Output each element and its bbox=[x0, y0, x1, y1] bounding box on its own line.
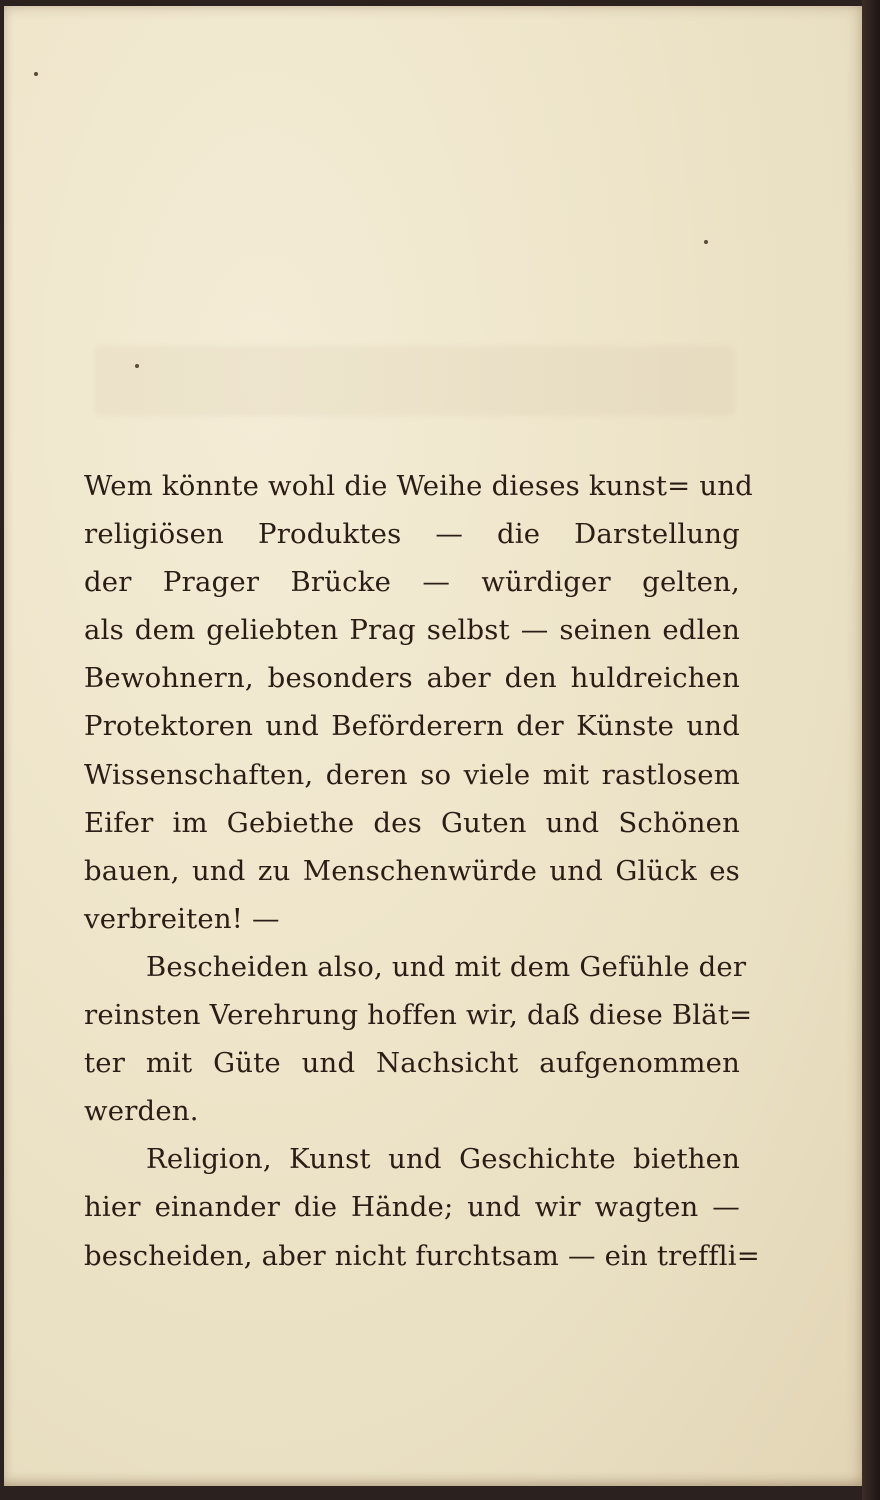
book-spine-edge bbox=[862, 0, 880, 1500]
body-text bbox=[84, 462, 760, 1280]
text-line: verbreiten! — bbox=[84, 902, 280, 935]
text-line: religiösen Produktes — die Darstellung bbox=[84, 518, 740, 551]
book-page bbox=[4, 6, 866, 1486]
text-line: Religion, Kunst und Geschichte biethen bbox=[146, 1143, 740, 1176]
paper-speck bbox=[34, 72, 38, 76]
text-line: Bescheiden also, und mit dem Gefühle der bbox=[146, 950, 747, 983]
text-line: ter mit Güte und Nachsicht aufgenommen bbox=[84, 1047, 740, 1080]
text-line: reinsten Verehrung hoffen wir, daß diese Blät= bbox=[84, 999, 753, 1032]
text-line: Protektoren und Beförderern der Künste und bbox=[84, 710, 740, 743]
show-through-text bbox=[94, 346, 734, 416]
text-line: hier einander die Hände; und wir wagten — bbox=[84, 1191, 740, 1224]
paper-speck bbox=[704, 240, 708, 244]
text-line: Wem könnte wohl die Weihe dieses kunst= und bbox=[84, 470, 753, 502]
text-line: werden. bbox=[84, 1095, 199, 1128]
text-line: der Prager Brücke — würdiger gelten, bbox=[84, 566, 740, 599]
text-line: Wissenschaften, deren so viele mit rastlosem bbox=[84, 758, 740, 791]
text-line: bescheiden, aber nicht furchtsam — ein treffli= bbox=[84, 1239, 760, 1272]
paper-speck bbox=[135, 364, 139, 368]
text-line: Bewohnern, besonders aber den huldreichen bbox=[84, 662, 740, 695]
text-line: Eifer im Gebiethe des Guten und Schönen bbox=[84, 806, 740, 839]
text-line: bauen, und zu Menschenwürde und Glück es bbox=[84, 854, 740, 887]
text-line: als dem geliebten Prag selbst — seinen edlen bbox=[84, 614, 740, 647]
